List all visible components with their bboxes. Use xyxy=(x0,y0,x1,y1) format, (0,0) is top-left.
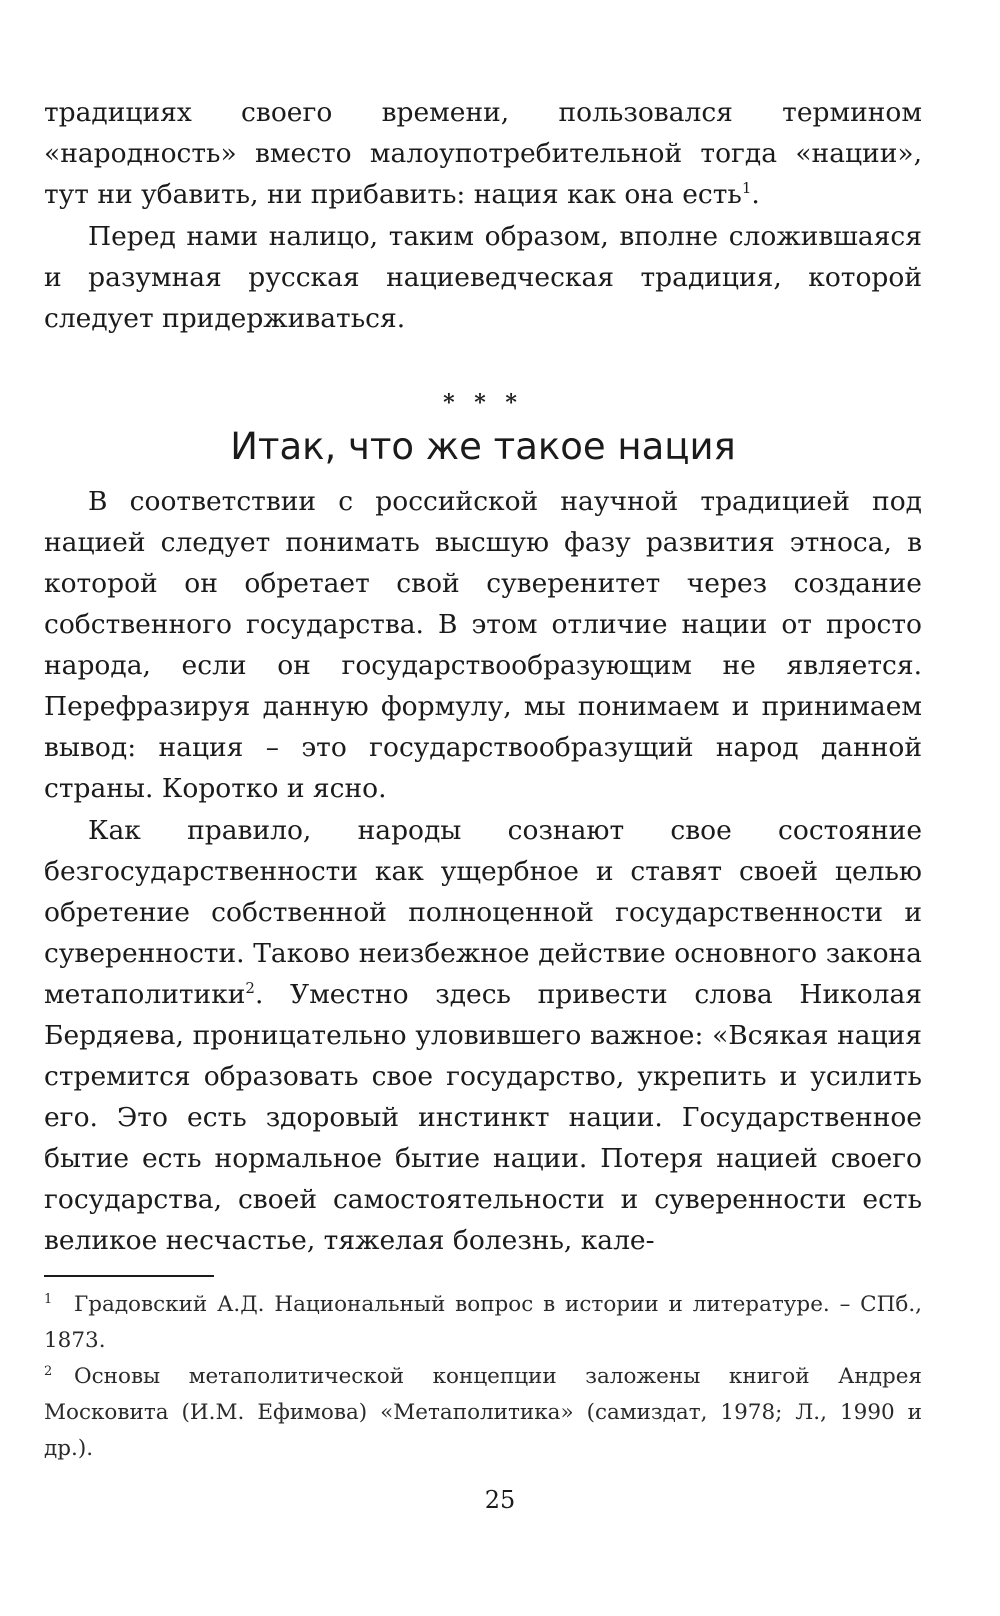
footnote: 2 Основы метаполитической концепции заложены книгой Андрея Московита (И.М. Ефимова) «Метаполитика» (самиздат, 1978; Л., 1990 и др.). xyxy=(44,1363,922,1461)
paragraph xyxy=(44,216,922,339)
page-body xyxy=(44,92,922,1467)
paragraph-text: Перед нами налицо, таким образом, вполне сложившаяся и разумная русская нациеведческая традиция, которой следует придерживаться. xyxy=(44,221,922,334)
paragraph-tail: . xyxy=(751,179,760,210)
paragraph-text: Как правило, народы сознают свое состояние безгосударственности как ущербное и ставят своей целью обретение собственной полноценной государственности и суверенности. Таково неизбежное действие основного закона метаполитики xyxy=(44,815,922,1010)
footnote-text: Основы метаполитической концепции заложены книгой Андрея Московита (И.М. Ефимова) «Метаполитика» (самиздат, 1978; Л., 1990 и др.). xyxy=(44,1364,922,1461)
page-number: 25 xyxy=(484,1486,516,1514)
section-heading: Итак, что же такое нация xyxy=(230,425,736,468)
paragraph xyxy=(44,810,922,1261)
footnote-ref-2[interactable]: 2 xyxy=(245,979,255,998)
paragraph-continuation xyxy=(44,92,922,215)
paragraph-text: традициях своего времени, пользовался термином «народность» вместо малоупотребительной тогда «нации», тут ни убавить, ни прибавить: нация как она есть xyxy=(44,97,922,210)
section-separator: * * * xyxy=(443,390,523,416)
footnote-divider xyxy=(44,1275,214,1277)
footnote: 1 Градовский А.Д. Национальный вопрос в истории и литературе. – СПб., 1873. xyxy=(44,1291,922,1353)
paragraph-text: . Уместно здесь привести слова Николая Бердяева, проницательно уловившего важное: «Всякая нация стремится образовать свое государство, укрепить и усилить его. Это есть здоровый инстинкт нации. Государственное бытие есть нормальное бытие нации. Потеря нацией своего государства, своей самостоятельности и суверенности есть великое несчастье, тяжелая болезнь, кале- xyxy=(44,979,922,1256)
paragraph xyxy=(44,481,922,809)
footnote-text: Градовский А.Д. Национальный вопрос в истории и литературе. – СПб., 1873. xyxy=(44,1292,922,1353)
footnote-ref-1[interactable]: 1 xyxy=(741,179,752,198)
paragraph-text: В соответствии с российской научной традицией под нацией следует понимать высшую фазу развития этноса, в которой он обретает свой суверенитет через создание собственного государства. В этом отличие нации от просто народа, если он государствообразующим не является. Перефразируя данную формулу, мы понимаем и принимаем вывод: нация – это государствообразущий народ данной страны. Коротко и ясно. xyxy=(44,486,922,804)
